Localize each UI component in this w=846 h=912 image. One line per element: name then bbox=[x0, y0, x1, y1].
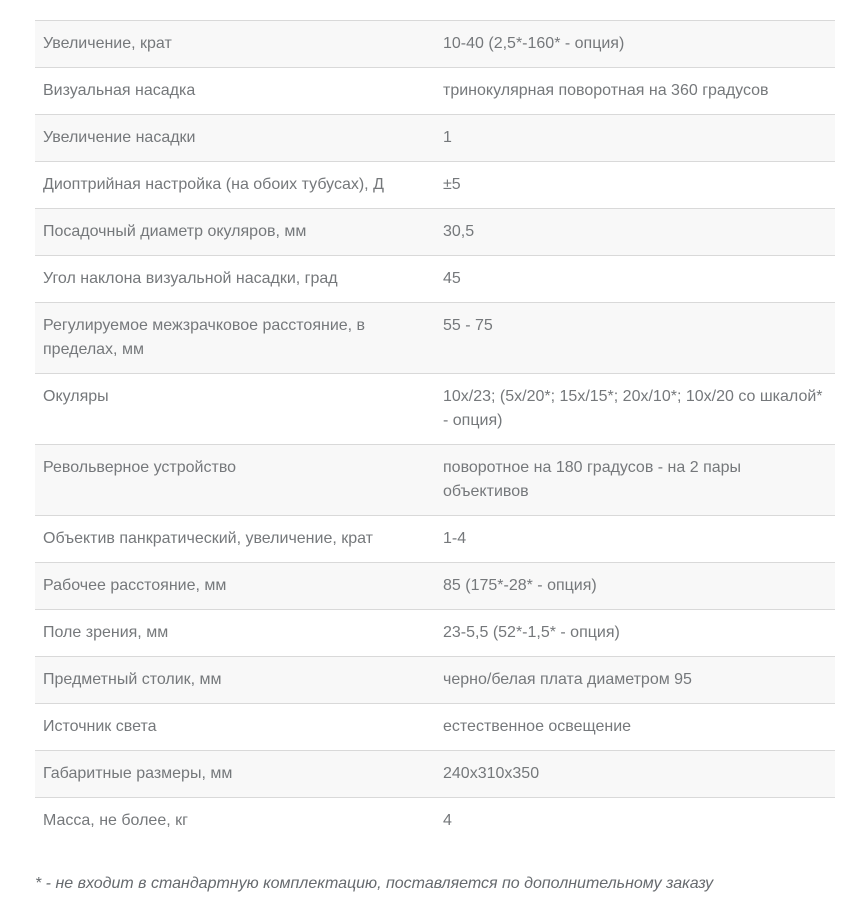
spec-label: Увеличение насадки bbox=[43, 129, 196, 146]
specifications-table bbox=[35, 20, 835, 844]
spec-row bbox=[35, 20, 835, 67]
spec-value: 240х310х350 bbox=[443, 765, 540, 782]
spec-label: Поле зрения, мм bbox=[43, 624, 169, 641]
spec-row bbox=[35, 444, 835, 515]
spec-value: 4 bbox=[443, 812, 452, 829]
spec-row bbox=[35, 562, 835, 609]
spec-value: черно/белая плата диаметром 95 bbox=[443, 671, 692, 688]
spec-label: Визуальная насадка bbox=[43, 82, 196, 99]
spec-row bbox=[35, 302, 835, 373]
spec-label: Предметный столик, мм bbox=[43, 671, 222, 688]
option-footnote: * - не входит в стандартную комплектацию, поставляется по дополнительному заказу bbox=[35, 875, 714, 892]
spec-label: Диоптрийная настройка (на обоих тубусах), Д bbox=[43, 176, 384, 193]
spec-label: Окуляры bbox=[43, 388, 109, 405]
spec-label: Посадочный диаметр окуляров, мм bbox=[43, 223, 307, 240]
spec-label: Источник света bbox=[43, 718, 157, 735]
spec-row bbox=[35, 208, 835, 255]
spec-row bbox=[35, 703, 835, 750]
spec-row bbox=[35, 609, 835, 656]
spec-row bbox=[35, 161, 835, 208]
spec-value: тринокулярная поворотная на 360 градусов bbox=[443, 82, 769, 99]
spec-value: 23-5,5 (52*-1,5* - опция) bbox=[443, 624, 620, 641]
spec-row bbox=[35, 255, 835, 302]
spec-label: Угол наклона визуальной насадки, град bbox=[43, 270, 338, 287]
spec-row bbox=[35, 67, 835, 114]
spec-label: Масса, не более, кг bbox=[43, 812, 188, 829]
spec-value: 1-4 bbox=[443, 530, 467, 547]
spec-value: ±5 bbox=[443, 176, 461, 193]
spec-label: Рабочее расстояние, мм bbox=[43, 577, 227, 594]
spec-row bbox=[35, 114, 835, 161]
spec-value: 45 bbox=[443, 270, 461, 287]
spec-row bbox=[35, 750, 835, 797]
spec-row bbox=[35, 797, 835, 844]
spec-row bbox=[35, 373, 835, 444]
spec-value: 85 (175*-28* - опция) bbox=[443, 577, 597, 594]
spec-row bbox=[35, 656, 835, 703]
spec-value: естественное освещение bbox=[443, 718, 632, 735]
spec-label: Габаритные размеры, мм bbox=[43, 765, 233, 782]
spec-row bbox=[35, 515, 835, 562]
spec-label: Увеличение, крат bbox=[43, 35, 172, 52]
spec-label: Револьверное устройство bbox=[43, 459, 237, 476]
specs-page bbox=[0, 20, 846, 912]
spec-label: Регулируемое межзрачковое расстояние, в пределах, мм bbox=[43, 317, 366, 358]
spec-value: 55 - 75 bbox=[443, 317, 493, 334]
spec-value: 30,5 bbox=[443, 223, 475, 240]
spec-value: 10х/23; (5х/20*; 15х/15*; 20х/10*; 10х/20 со шкалой* - опция) bbox=[443, 388, 823, 429]
spec-value: 10-40 (2,5*-160* - опция) bbox=[443, 35, 625, 52]
spec-label: Объектив панкратический, увеличение, крат bbox=[43, 530, 374, 547]
spec-value: 1 bbox=[443, 129, 452, 146]
spec-value: поворотное на 180 градусов - на 2 пары объективов bbox=[443, 459, 742, 500]
